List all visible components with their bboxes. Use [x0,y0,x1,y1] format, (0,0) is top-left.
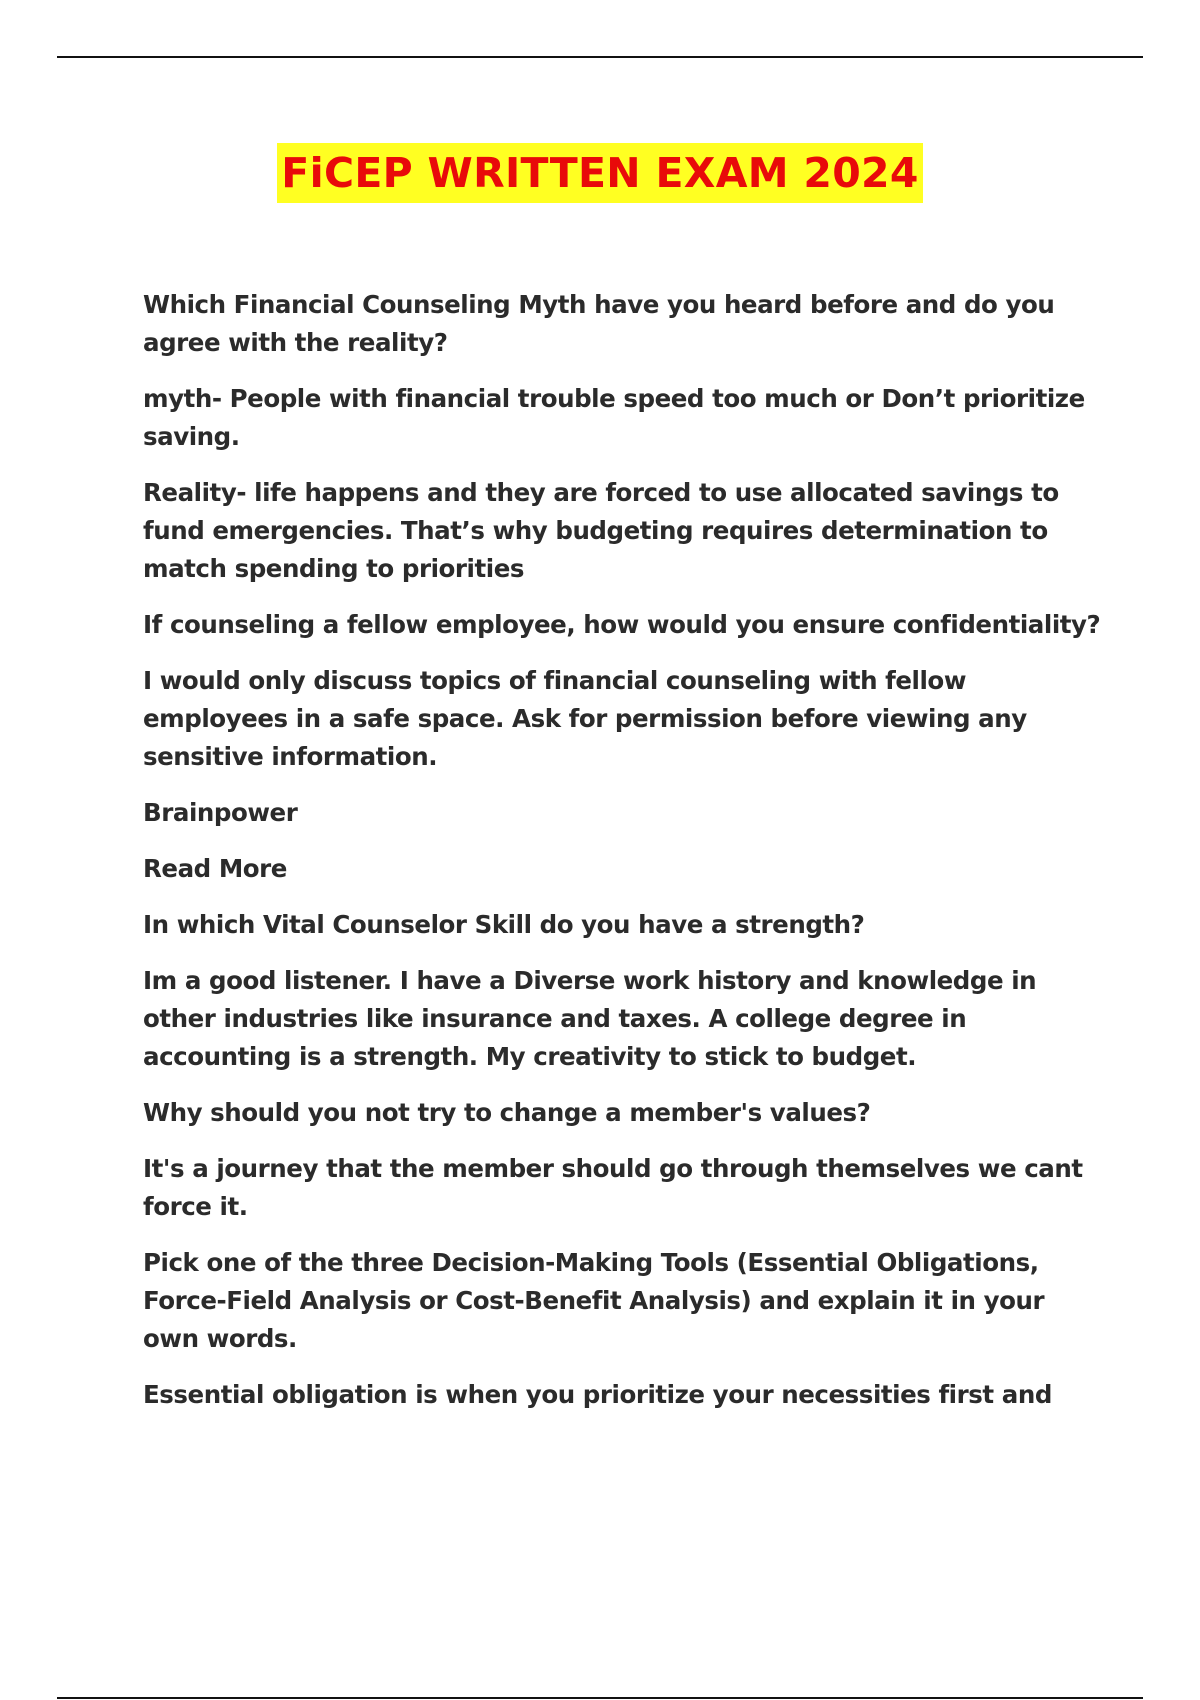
answer-decision-tools: Essential obligation is when you prioritize your necessities first and [143,1380,1052,1409]
answer-confidentiality: I would only discuss topics of financial counseling with fellow employees in a safe space. Ask for permission before viewing any sensitive information. [143,666,1027,771]
question-values: Why should you not try to change a member's values? [143,1098,871,1127]
document-body [143,286,1103,1432]
read-more-label: Read More [143,854,287,883]
answer-strength: Im a good listener. I have a Diverse work history and knowledge in other industries like insurance and taxes. A college degree in accounting is a strength. My creativity to stick to budget. [143,966,1037,1071]
document-title: FiCEP WRITTEN EXAM 2024 [277,143,922,203]
question-strength: In which Vital Counselor Skill do you have a strength? [143,910,865,939]
title-container [0,143,1200,203]
answer-values: It's a journey that the member should go through themselves we cant force it. [143,1154,1083,1221]
question-decision-tools: Pick one of the three Decision-Making Tools (Essential Obligations, Force-Field Analysis or Cost-Benefit Analysis) and explain it in your own words. [143,1248,1045,1353]
header-rule [57,56,1143,58]
answer-reality: Reality- life happens and they are forced to use allocated savings to fund emergencies. That’s why budgeting requires determination to match spending to priorities [143,478,1059,583]
brainpower-label: Brainpower [143,798,298,827]
footer-rule [57,1697,1143,1699]
question-myth: Which Financial Counseling Myth have you heard before and do you agree with the reality? [143,290,1055,357]
answer-myth: myth- People with financial trouble speed too much or Don’t prioritize saving. [143,384,1085,451]
question-confidentiality: If counseling a fellow employee, how would you ensure confidentiality? [143,610,1101,639]
